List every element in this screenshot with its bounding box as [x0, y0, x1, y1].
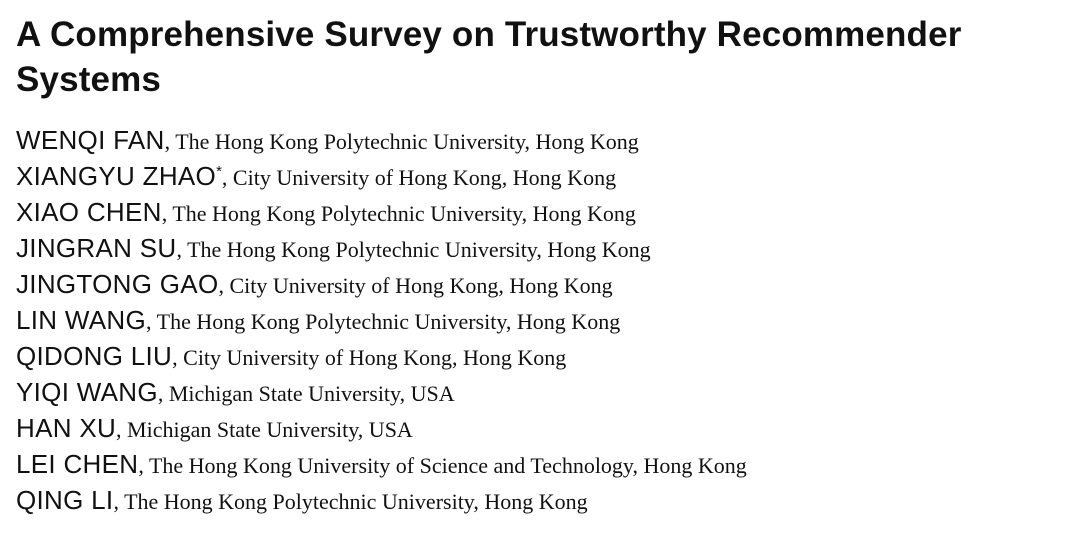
author-separator: ,	[172, 345, 184, 370]
author-separator: ,	[221, 165, 233, 190]
paper-header	[16, 12, 1061, 518]
author-name: QIDONG LIU	[16, 341, 173, 371]
author-name: JINGRAN SU	[16, 233, 177, 263]
author-name: LIN WANG	[16, 305, 147, 335]
author-separator: ,	[138, 453, 149, 478]
author-entry	[16, 122, 1061, 158]
author-affiliation: The Hong Kong Polytechnic University, Hong Kong	[124, 489, 588, 514]
author-affiliation: City University of Hong Kong, Hong Kong	[229, 273, 613, 298]
author-affiliation: City University of Hong Kong, Hong Kong	[232, 165, 617, 190]
author-name: WENQI FAN	[16, 125, 165, 155]
author-entry	[16, 446, 1061, 482]
author-entry	[16, 302, 1061, 338]
author-name: YIQI WANG	[16, 377, 158, 407]
author-separator: ,	[146, 309, 157, 334]
author-affiliation: The Hong Kong University of Science and Technology, Hong Kong	[148, 453, 747, 478]
author-affiliation: Michigan State University, USA	[168, 381, 455, 406]
author-affiliation: The Hong Kong Polytechnic University, Hong Kong	[172, 201, 636, 226]
author-name: HAN XU	[16, 413, 117, 443]
author-affiliation: The Hong Kong Polytechnic University, Hong Kong	[187, 237, 651, 262]
author-name: LEI CHEN	[16, 449, 139, 479]
author-separator: ,	[218, 273, 230, 298]
author-name: QING LI	[16, 485, 114, 515]
author-separator: ,	[113, 489, 125, 514]
author-separator: ,	[161, 201, 173, 226]
author-separator: ,	[164, 129, 176, 154]
author-list	[16, 122, 1061, 518]
author-entry	[16, 266, 1061, 302]
author-separator: ,	[176, 237, 188, 262]
author-entry	[16, 374, 1061, 410]
author-separator: ,	[116, 417, 128, 442]
author-entry	[16, 410, 1061, 446]
author-entry	[16, 194, 1061, 230]
author-entry	[16, 482, 1061, 518]
author-entry	[16, 338, 1061, 374]
author-name: XIAO CHEN	[16, 197, 162, 227]
author-name: XIANGYU ZHAO	[16, 161, 217, 191]
author-note-mark: *	[216, 163, 222, 180]
author-separator: ,	[157, 381, 169, 406]
author-name: JINGTONG GAO	[16, 269, 219, 299]
author-affiliation: City University of Hong Kong, Hong Kong	[183, 345, 567, 370]
author-affiliation: Michigan State University, USA	[127, 417, 413, 442]
author-entry	[16, 230, 1061, 266]
author-affiliation: The Hong Kong Polytechnic University, Hong Kong	[175, 129, 639, 154]
author-entry	[16, 158, 1061, 194]
author-affiliation: The Hong Kong Polytechnic University, Hong Kong	[156, 309, 621, 334]
paper-title: A Comprehensive Survey on Trustworthy Recommender Systems	[16, 15, 962, 99]
